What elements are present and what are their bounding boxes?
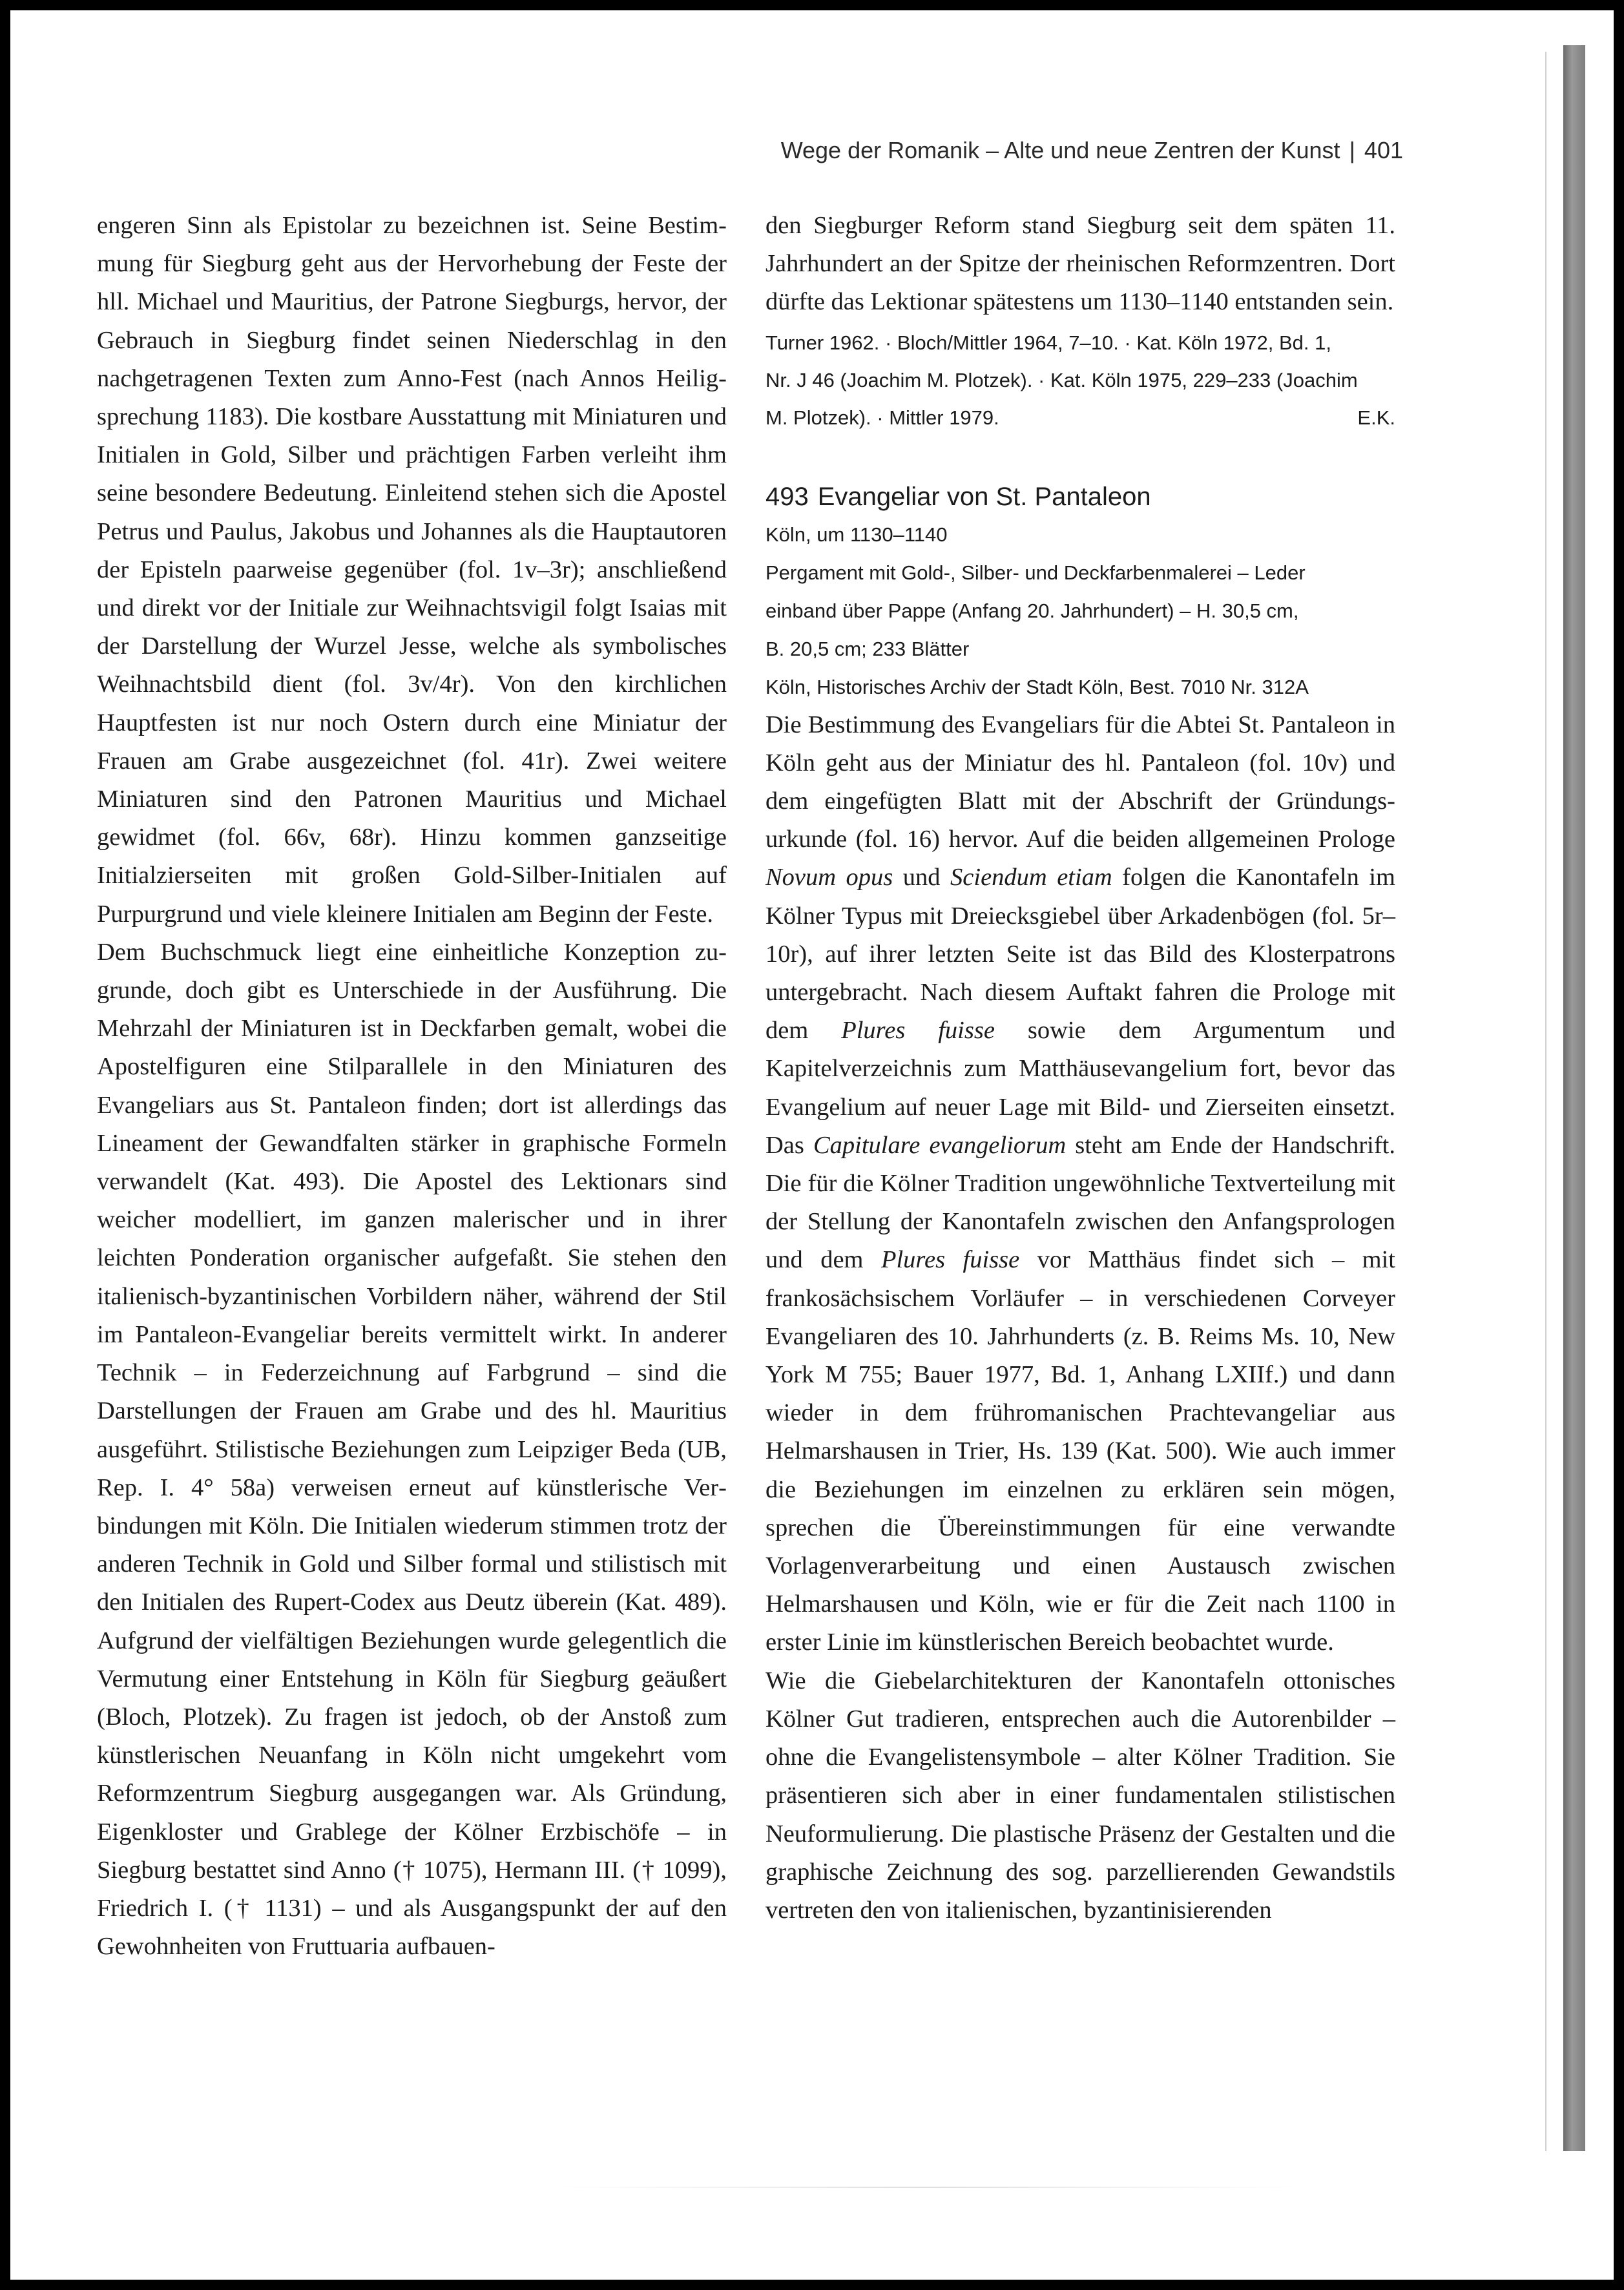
scan-artifact-line <box>556 2187 1298 2188</box>
author-initials: E.K. <box>1357 406 1395 429</box>
page-edge-shadow <box>1563 45 1585 2151</box>
left-paragraph-1: engeren Sinn als Epistolar zu bezeichnen ist. Seine Bestimmung für Siegburg geht aus der Hervorhebung der Feste der hll. Michael und Mauritius, der Patrone Siegburgs, hervor, der Gebrauch in Siegburg findet seinen Niederschlag in den nachgetragenen Texten zum Anno-Fest (nach Annos Heiligsprechung 1183). Die kostbare Ausstattung mit Miniaturen und Initialen in Gold, Silber und prächtigen Farben verleiht ihm seine besondere Bedeutung. Einleitend stehen sich die Apostel Petrus und Paulus, Jakobus und Johannes als die Hauptautoren der Episteln paarweise gegenüber (fol. 1v–3r); anschließend und direkt vor der Initiale zur Weihnachtsvigil folgt Isaias mit der Darstellung der Wurzel Jesse, welche als symbolisches Weihnachtsbild dient (fol. 3v/4r). Von den kirchlichen Hauptfesten ist nur noch Ostern durch eine Miniatur der Frauen am Grabe ausgezeichnet (fol. 41r). Zwei weitere Miniaturen sind den Patronen Mauritius und Michael gewidmet (fol. 66v, 68r). Hinzu kommen ganzseitige Initialzierseiten mit großen Gold-Silber-Initialen auf Purpurgrund und viele kleinere Initialen am Beginn der Feste. <box>97 212 727 928</box>
latin-title: Capitulare evangeliorum <box>813 1131 1067 1159</box>
bibliography-line-1: Turner 1962. · Bloch/Mittler 1964, 7–10. · Kat. Köln 1972, Bd. 1, <box>765 331 1331 354</box>
catalog-number: 493 <box>765 482 809 511</box>
latin-title: Plures fuisse <box>841 1017 995 1045</box>
catalog-title: Evangeliar von St. Pantaleon <box>817 482 1151 511</box>
bibliography-line-3: M. Plotzek). · Mittler 1979. <box>765 406 999 429</box>
page-number: 401 <box>1364 137 1403 163</box>
right-paragraph-2 <box>765 706 1395 1662</box>
text-span: und <box>893 864 951 891</box>
text-span: folgen die Kanontafeln im Kölner Typus mit Dreiecksgiebel über Arkadenbögen (fol. 5r–10r), auf ihrer letzten Seite ist das Bild des Klosterpatrons untergebracht. Nach diesem Auftakt fahren die Prologe mit dem <box>765 864 1395 1045</box>
place-date: Köln, um 1130–1140 <box>765 523 948 546</box>
latin-title: Plures fuisse <box>880 1246 1020 1274</box>
material-line-1: Pergament mit Gold-, Silber- und Deckfarbenmalerei – Leder <box>765 561 1306 584</box>
page-edge-line <box>1545 52 1546 2151</box>
material-line-2: einband über Pappe (Anfang 20. Jahrhundert) – H. 30,5 cm, <box>765 599 1299 622</box>
material-line-3: B. 20,5 cm; 233 Blätter <box>765 637 970 660</box>
bibliography-line-3-row <box>765 399 1395 437</box>
header-title: Wege der Romanik – Alte und neue Zentren der Kunst <box>780 137 1340 163</box>
holding-location: Köln, Historisches Archiv der Stadt Köln, Best. 7010 Nr. 312A <box>765 675 1309 698</box>
catalog-entry-heading <box>765 478 1395 515</box>
left-paragraph-2: Dem Buchschmuck liegt eine einheitliche Konzeption zugrunde, doch gibt es Unterschiede in der Ausführung. Die Mehrzahl der Miniaturen ist in Deckfarben gemalt, wobei die Apostelfiguren eine Stilparallele in den Miniaturen des Evangeliars aus St. Pantaleon finden; dort ist allerdings das Lineament der Gewandfalten stärker in graphische Formeln verwandelt (Kat. 493). Die Apostel des Lektionars sind weicher modelliert, im ganzen malerischer und in ihrer leichten Ponderation organischer aufgefaßt. Sie stehen den italienisch-byzantinischen Vorbildern näher, während der Stil im Pantaleon-Evangeliar bereits vermittelt wirkt. In anderer Technik – in Federzeichnung auf Farbgrund – sind die Darstellungen der Frauen am Grabe und des hl. Mauritius ausgeführt. Stilistische Beziehungen zum Leipziger Beda (UB, Rep. I. 4° 58a) verweisen erneut auf künstlerische Verbindungen mit Köln. Die Initialen wiederum stimmen trotz der anderen Technik in Gold und Silber formal und stilistisch mit den Initialen des Rupert-Codex aus Deutz überein (Kat. 489). Aufgrund der vielfältigen Beziehungen wurde gelegentlich die Vermutung einer Entstehung in Köln für Siegburg geäußert (Bloch, Plotzek). Zu fragen ist jedoch, ob der Anstoß zum künstlerischen Neuanfang in Köln nicht umgekehrt vom Reformzentrum Siegburg ausgegangen war. Als Gründung, Eigenkloster und Grablege der Kölner Erzbischöfe – in Siegburg bestattet sind Anno († 1075), Hermann III. († 1099), Friedrich I. († 1131) – und als Ausgangspunkt der auf den Gewohnheiten von Fruttuaria aufbauen- <box>97 938 727 1961</box>
text-span: steht am Ende der Handschrift. Die für die Kölner Tradition ungewöhnliche Textverteilung mit der Stellung der Kanontafeln zwischen den Anfangsprologen und dem <box>765 1131 1396 1274</box>
catalog-metadata <box>765 515 1395 706</box>
left-column <box>97 207 727 1966</box>
text-span: sowie dem Argumentum und Kapitelverzeichnis zum Matthäusevangelium fort, bevor das Evangelium auf neuer Lage mit Bild- und Zierseiten einsetzt. Das <box>765 1017 1395 1159</box>
bibliography <box>765 324 1395 437</box>
latin-title: Sciendum etiam <box>950 864 1112 891</box>
right-paragraph-3: Wie die Giebelarchitekturen der Kanontafeln ottonisches Kölner Gut tradieren, entsprechen auch die Autorenbilder – ohne die Evangelistensymbole – alter Kölner Tradition. Sie präsentieren sich aber in einer fundamentalen stilistischen Neuformulierung. Die plastische Präsenz der Gestalten und die graphische Zeichnung des sog. parzellierenden Gewandstils vertreten den von italienischen, byzantinisierenden <box>765 1667 1395 1924</box>
running-header <box>743 137 1403 164</box>
header-separator: | <box>1349 137 1355 163</box>
right-column <box>765 207 1395 1930</box>
text-span: Die Bestimmung des Evangeliars für die Abtei St. Pantaleon in Köln geht aus der Miniatur des hl. Pantaleon (fol. 10v) und dem eingefügten Blatt mit der Abschrift der Gründungsurkunde (fol. 16) hervor. Auf die beiden allgemeinen Prologe <box>765 711 1395 853</box>
right-paragraph-1: den Siegburger Reform stand Siegburg seit dem späten 11. Jahrhundert an der Spitze der rheinischen Reformzentren. Dort dürfte das Lektionar spätestens um 1130–1140 entstanden sein. <box>765 212 1395 316</box>
bibliography-line-2: Nr. J 46 (Joachim M. Plotzek). · Kat. Köln 1975, 229–233 (Joachim <box>765 368 1358 391</box>
latin-title: Novum opus <box>765 864 893 891</box>
text-span: vor Matthäus findet sich – mit frankosächsischem Vorläufer – in verschiedenen Corveyer Evangeliaren des 10. Jahrhunderts (z. B. Reims Ms. 10, New York M 755; Bauer 1977, Bd. 1, Anhang LXIIf.) und dann wieder in dem frühromanischen Prachtevangeliar aus Helmarshausen in Trier, Hs. 139 (Kat. 500). Wie auch immer die Beziehungen im einzelnen zu erklären sein mögen, sprechen die Übereinstimmungen für eine verwandte Vorlagenverarbeitung und einen Austausch zwischen Helmarshausen und Köln, wie er für die Zeit nach 1100 in erster Linie im künstlerischen Bereich beobachtet wurde. <box>765 1246 1395 1656</box>
